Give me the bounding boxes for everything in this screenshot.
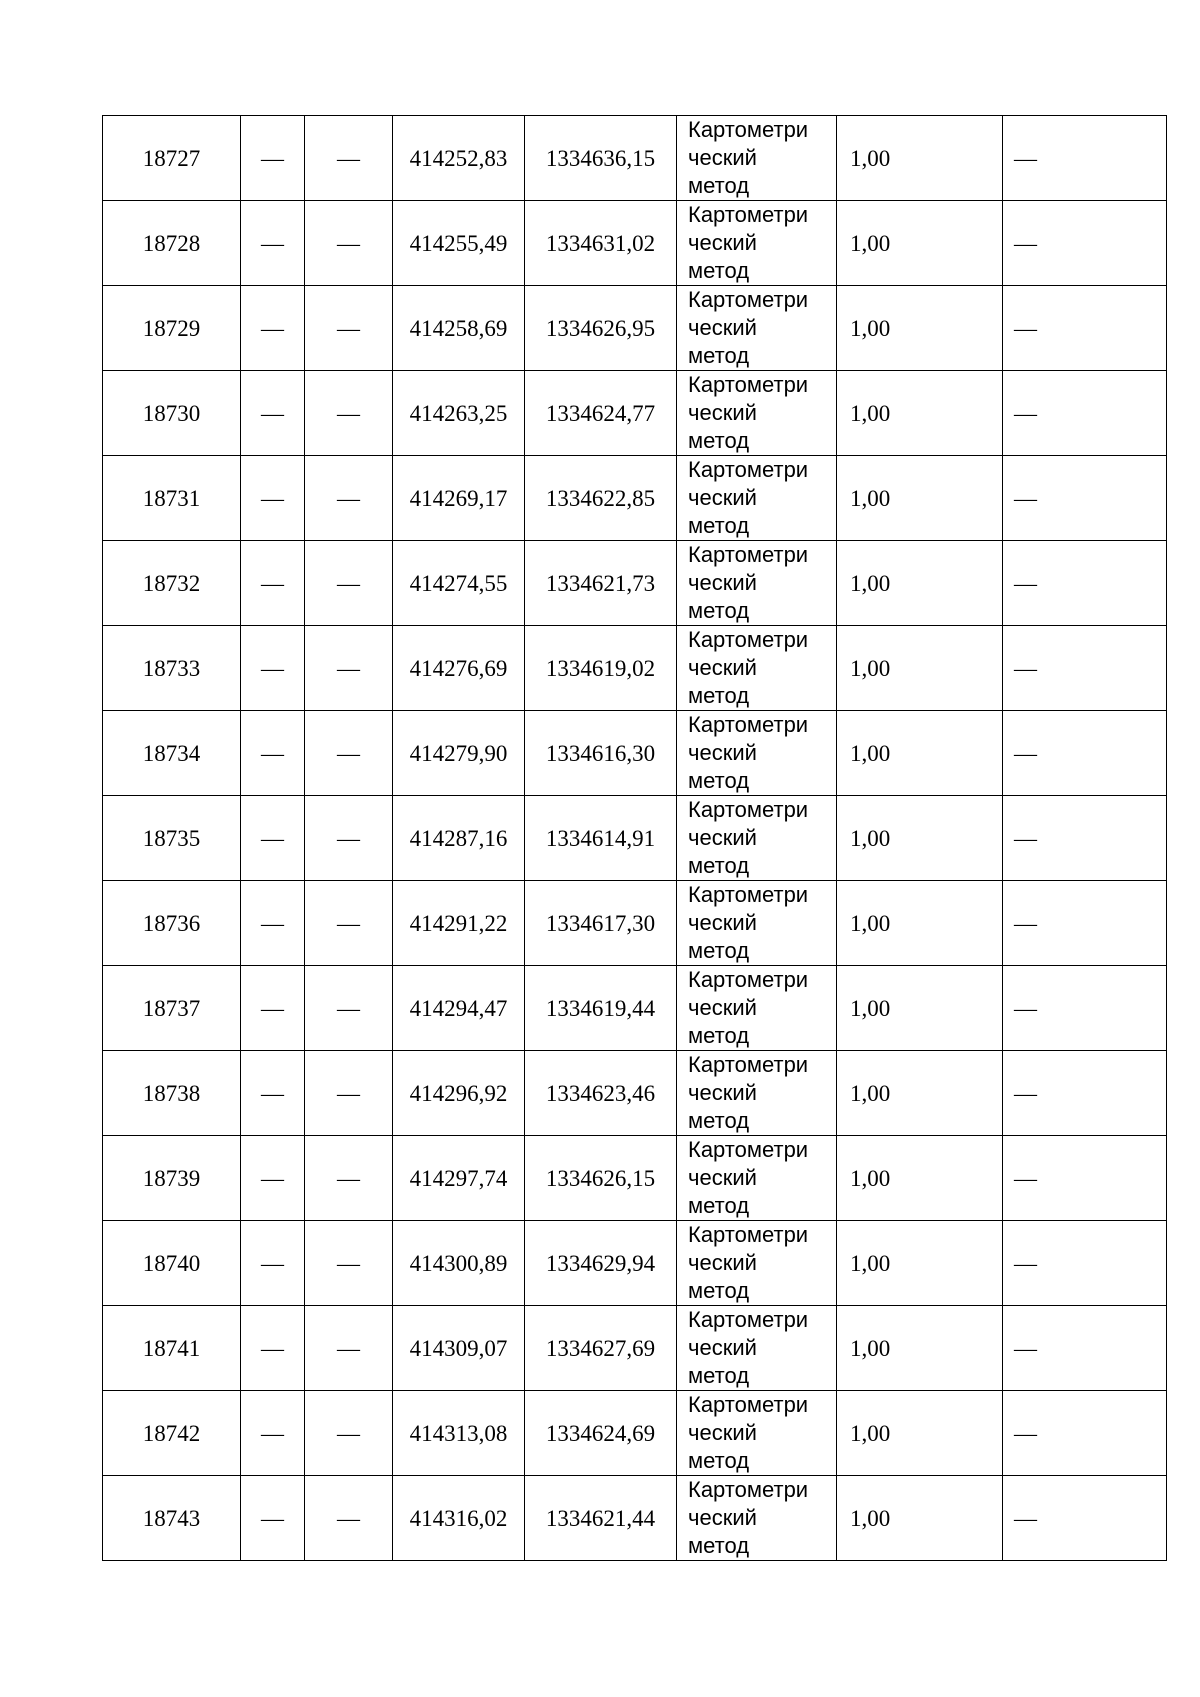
x-coordinate-cell: 414300,89 — [393, 1221, 525, 1306]
dash-cell: — — [241, 456, 305, 541]
y-coordinate-cell: 1334619,44 — [525, 966, 677, 1051]
precision-cell: 1,00 — [837, 1306, 1003, 1391]
dash-cell: — — [1003, 626, 1167, 711]
point-number-cell: 18742 — [103, 1391, 241, 1476]
dash-cell: — — [305, 1051, 393, 1136]
dash-cell: — — [1003, 286, 1167, 371]
table-row — [103, 966, 1167, 1051]
method-cell: Картометри ческий метод — [677, 201, 837, 286]
point-number-cell: 18737 — [103, 966, 241, 1051]
x-coordinate-cell: 414294,47 — [393, 966, 525, 1051]
table-row — [103, 1136, 1167, 1221]
precision-cell: 1,00 — [837, 796, 1003, 881]
dash-cell: — — [241, 1136, 305, 1221]
y-coordinate-cell: 1334624,77 — [525, 371, 677, 456]
precision-cell: 1,00 — [837, 1476, 1003, 1561]
dash-cell: — — [305, 286, 393, 371]
x-coordinate-cell: 414276,69 — [393, 626, 525, 711]
table-row — [103, 116, 1167, 201]
table-row — [103, 201, 1167, 286]
precision-cell: 1,00 — [837, 1051, 1003, 1136]
table-row — [103, 881, 1167, 966]
method-cell: Картометри ческий метод — [677, 626, 837, 711]
point-number-cell: 18735 — [103, 796, 241, 881]
precision-cell: 1,00 — [837, 1221, 1003, 1306]
dash-cell: — — [305, 1306, 393, 1391]
method-cell: Картометри ческий метод — [677, 1221, 837, 1306]
method-cell: Картометри ческий метод — [677, 881, 837, 966]
dash-cell: — — [1003, 966, 1167, 1051]
dash-cell: — — [241, 796, 305, 881]
dash-cell: — — [241, 711, 305, 796]
precision-cell: 1,00 — [837, 541, 1003, 626]
precision-cell: 1,00 — [837, 881, 1003, 966]
method-cell: Картометри ческий метод — [677, 371, 837, 456]
precision-cell: 1,00 — [837, 1391, 1003, 1476]
point-number-cell: 18739 — [103, 1136, 241, 1221]
table-row — [103, 1051, 1167, 1136]
point-number-cell: 18728 — [103, 201, 241, 286]
dash-cell: — — [305, 541, 393, 626]
table-row — [103, 541, 1167, 626]
dash-cell: — — [241, 541, 305, 626]
point-number-cell: 18729 — [103, 286, 241, 371]
dash-cell: — — [241, 881, 305, 966]
dash-cell: — — [1003, 1051, 1167, 1136]
precision-cell: 1,00 — [837, 286, 1003, 371]
x-coordinate-cell: 414313,08 — [393, 1391, 525, 1476]
dash-cell: — — [1003, 881, 1167, 966]
x-coordinate-cell: 414263,25 — [393, 371, 525, 456]
dash-cell: — — [1003, 1306, 1167, 1391]
precision-cell: 1,00 — [837, 626, 1003, 711]
table-row — [103, 456, 1167, 541]
table-body — [103, 116, 1167, 1561]
dash-cell: — — [305, 881, 393, 966]
dash-cell: — — [241, 1391, 305, 1476]
x-coordinate-cell: 414296,92 — [393, 1051, 525, 1136]
point-number-cell: 18732 — [103, 541, 241, 626]
point-number-cell: 18741 — [103, 1306, 241, 1391]
dash-cell: — — [241, 1221, 305, 1306]
x-coordinate-cell: 414274,55 — [393, 541, 525, 626]
table-row — [103, 1476, 1167, 1561]
point-number-cell: 18733 — [103, 626, 241, 711]
precision-cell: 1,00 — [837, 201, 1003, 286]
point-number-cell: 18740 — [103, 1221, 241, 1306]
point-number-cell: 18731 — [103, 456, 241, 541]
table-row — [103, 286, 1167, 371]
table-row — [103, 796, 1167, 881]
dash-cell: — — [1003, 1391, 1167, 1476]
x-coordinate-cell: 414287,16 — [393, 796, 525, 881]
dash-cell: — — [305, 626, 393, 711]
dash-cell: — — [305, 371, 393, 456]
dash-cell: — — [1003, 371, 1167, 456]
precision-cell: 1,00 — [837, 1136, 1003, 1221]
x-coordinate-cell: 414255,49 — [393, 201, 525, 286]
y-coordinate-cell: 1334626,15 — [525, 1136, 677, 1221]
point-number-cell: 18727 — [103, 116, 241, 201]
y-coordinate-cell: 1334621,73 — [525, 541, 677, 626]
x-coordinate-cell: 414279,90 — [393, 711, 525, 796]
precision-cell: 1,00 — [837, 371, 1003, 456]
dash-cell: — — [241, 626, 305, 711]
y-coordinate-cell: 1334622,85 — [525, 456, 677, 541]
x-coordinate-cell: 414316,02 — [393, 1476, 525, 1561]
method-cell: Картометри ческий метод — [677, 711, 837, 796]
y-coordinate-cell: 1334627,69 — [525, 1306, 677, 1391]
y-coordinate-cell: 1334624,69 — [525, 1391, 677, 1476]
dash-cell: — — [305, 966, 393, 1051]
dash-cell: — — [1003, 1221, 1167, 1306]
y-coordinate-cell: 1334623,46 — [525, 1051, 677, 1136]
coordinates-table — [102, 115, 1167, 1561]
precision-cell: 1,00 — [837, 966, 1003, 1051]
y-coordinate-cell: 1334616,30 — [525, 711, 677, 796]
y-coordinate-cell: 1334614,91 — [525, 796, 677, 881]
table-row — [103, 1306, 1167, 1391]
dash-cell: — — [1003, 1476, 1167, 1561]
y-coordinate-cell: 1334626,95 — [525, 286, 677, 371]
table-row — [103, 1391, 1167, 1476]
dash-cell: — — [241, 1051, 305, 1136]
method-cell: Картометри ческий метод — [677, 796, 837, 881]
dash-cell: — — [305, 1391, 393, 1476]
method-cell: Картометри ческий метод — [677, 1051, 837, 1136]
x-coordinate-cell: 414309,07 — [393, 1306, 525, 1391]
dash-cell: — — [305, 1476, 393, 1561]
x-coordinate-cell: 414297,74 — [393, 1136, 525, 1221]
method-cell: Картометри ческий метод — [677, 116, 837, 201]
dash-cell: — — [1003, 201, 1167, 286]
dash-cell: — — [241, 1476, 305, 1561]
precision-cell: 1,00 — [837, 116, 1003, 201]
x-coordinate-cell: 414258,69 — [393, 286, 525, 371]
dash-cell: — — [305, 1136, 393, 1221]
method-cell: Картометри ческий метод — [677, 456, 837, 541]
y-coordinate-cell: 1334619,02 — [525, 626, 677, 711]
dash-cell: — — [305, 711, 393, 796]
method-cell: Картометри ческий метод — [677, 541, 837, 626]
method-cell: Картометри ческий метод — [677, 966, 837, 1051]
dash-cell: — — [241, 116, 305, 201]
dash-cell: — — [241, 966, 305, 1051]
dash-cell: — — [1003, 116, 1167, 201]
dash-cell: — — [241, 286, 305, 371]
table-row — [103, 711, 1167, 796]
dash-cell: — — [1003, 1136, 1167, 1221]
y-coordinate-cell: 1334621,44 — [525, 1476, 677, 1561]
x-coordinate-cell: 414291,22 — [393, 881, 525, 966]
dash-cell: — — [1003, 456, 1167, 541]
dash-cell: — — [305, 116, 393, 201]
method-cell: Картометри ческий метод — [677, 1306, 837, 1391]
dash-cell: — — [241, 201, 305, 286]
table-row — [103, 371, 1167, 456]
dash-cell: — — [241, 1306, 305, 1391]
y-coordinate-cell: 1334629,94 — [525, 1221, 677, 1306]
dash-cell: — — [305, 1221, 393, 1306]
dash-cell: — — [1003, 796, 1167, 881]
method-cell: Картометри ческий метод — [677, 1476, 837, 1561]
dash-cell: — — [305, 456, 393, 541]
method-cell: Картометри ческий метод — [677, 286, 837, 371]
point-number-cell: 18738 — [103, 1051, 241, 1136]
x-coordinate-cell: 414269,17 — [393, 456, 525, 541]
dash-cell: — — [1003, 541, 1167, 626]
dash-cell: — — [305, 796, 393, 881]
method-cell: Картометри ческий метод — [677, 1391, 837, 1476]
x-coordinate-cell: 414252,83 — [393, 116, 525, 201]
precision-cell: 1,00 — [837, 711, 1003, 796]
table-row — [103, 1221, 1167, 1306]
method-cell: Картометри ческий метод — [677, 1136, 837, 1221]
y-coordinate-cell: 1334636,15 — [525, 116, 677, 201]
dash-cell: — — [241, 371, 305, 456]
dash-cell: — — [305, 201, 393, 286]
precision-cell: 1,00 — [837, 456, 1003, 541]
y-coordinate-cell: 1334631,02 — [525, 201, 677, 286]
dash-cell: — — [1003, 711, 1167, 796]
point-number-cell: 18736 — [103, 881, 241, 966]
point-number-cell: 18734 — [103, 711, 241, 796]
point-number-cell: 18730 — [103, 371, 241, 456]
point-number-cell: 18743 — [103, 1476, 241, 1561]
table-row — [103, 626, 1167, 711]
y-coordinate-cell: 1334617,30 — [525, 881, 677, 966]
